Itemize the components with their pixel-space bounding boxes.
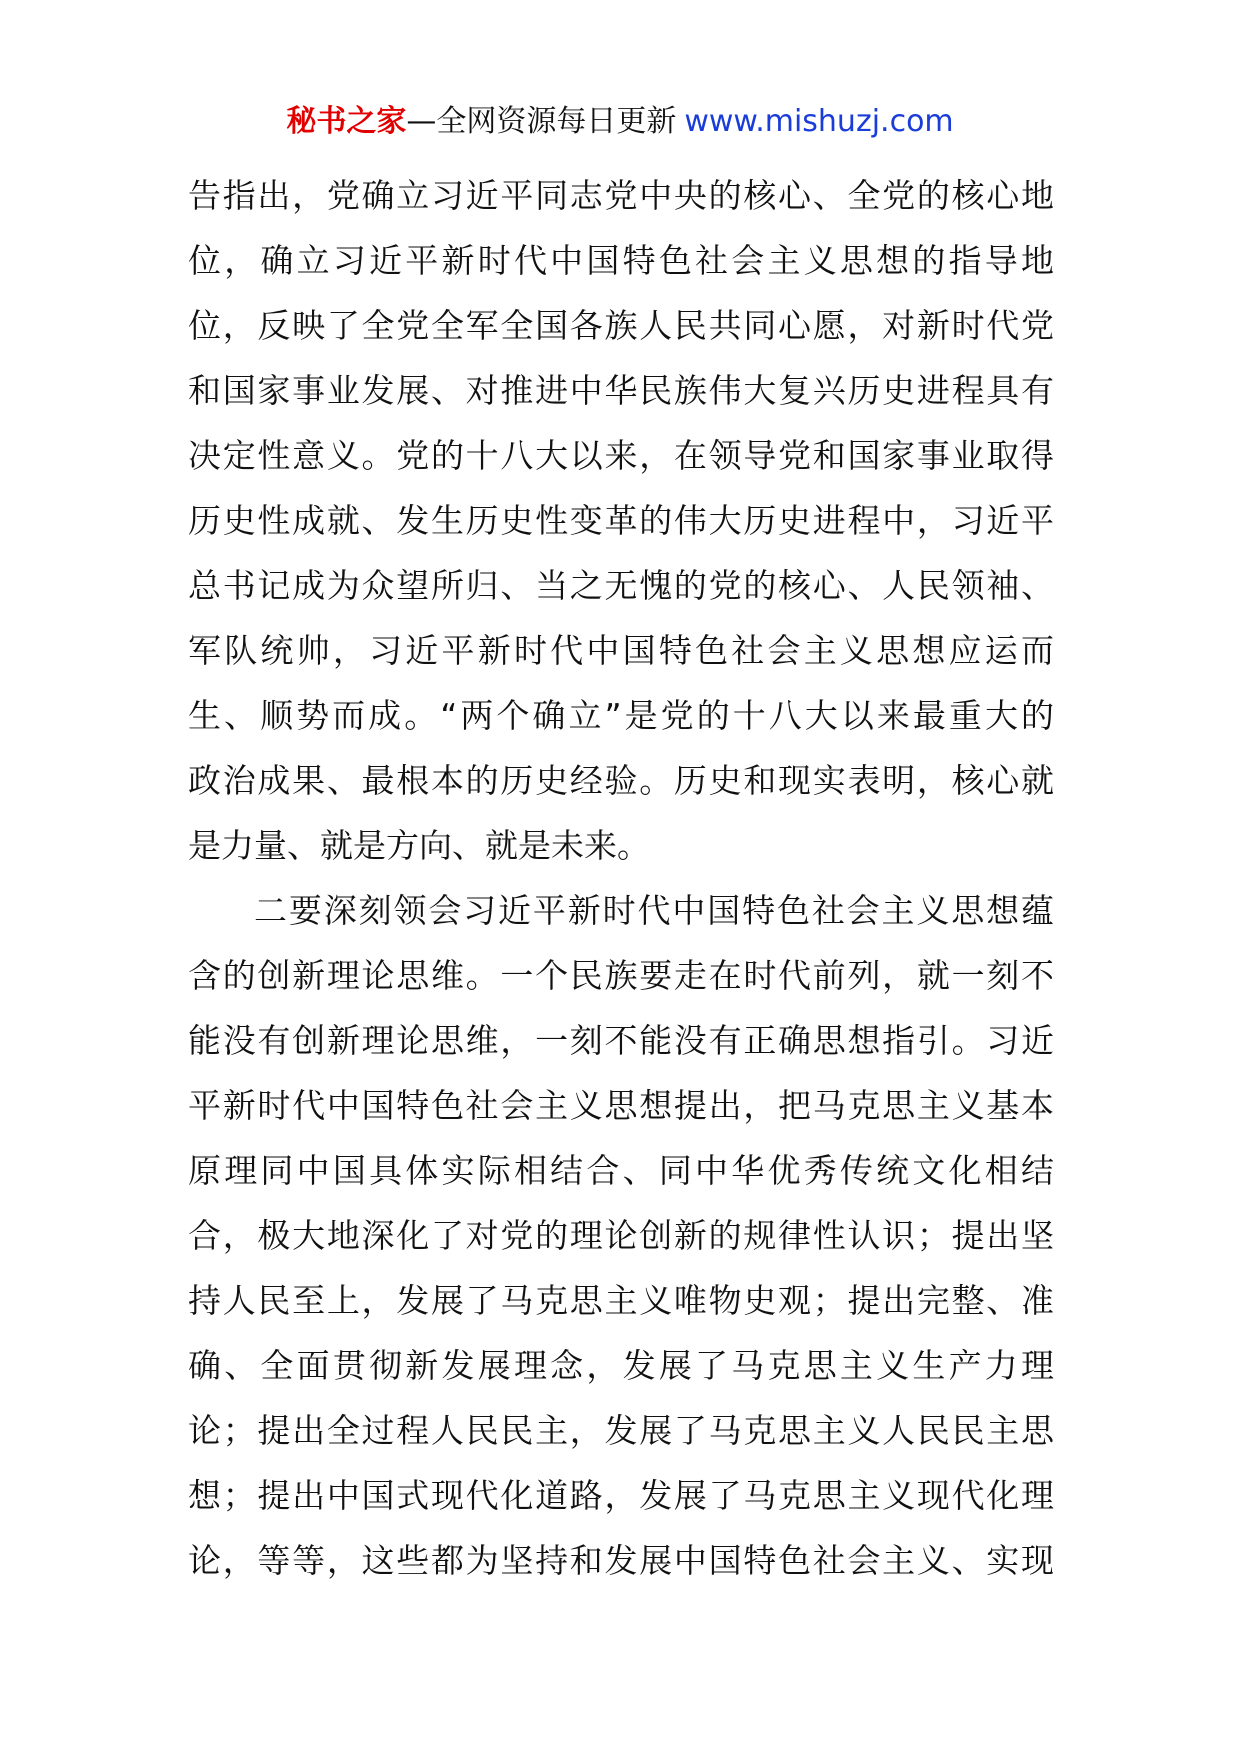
paragraph-line: 论，等等，这些都为坚持和发展中国特色社会主义、实现 (188, 1541, 1054, 1580)
paragraph-line: 历史性成就、发生历史性变革的伟大历史进程中，习近平 (188, 501, 1054, 540)
paragraph-line: 能没有创新理论思维，一刻不能没有正确思想指引。习近 (188, 1021, 1054, 1060)
paragraph-line: 想；提出中国式现代化道路，发展了马克思主义现代化理 (188, 1476, 1054, 1515)
paragraph-line: 确、全面贯彻新发展理念，发展了马克思主义生产力理 (188, 1346, 1054, 1385)
paragraph-1 (188, 163, 1054, 878)
paragraph-line: 告指出，党确立习近平同志党中央的核心、全党的核心地 (188, 176, 1054, 215)
paragraph-2 (188, 878, 1054, 1593)
paragraph-line: 原理同中国具体实际相结合、同中华优秀传统文化相结 (188, 1151, 1054, 1190)
header-brand: 秘书之家 (286, 104, 407, 139)
paragraph-line: 位，反映了全党全军全国各族人民共同心愿，对新时代党 (188, 306, 1054, 345)
page-header (0, 100, 1240, 144)
paragraph-line: 军队统帅，习近平新时代中国特色社会主义思想应运而 (188, 631, 1054, 670)
header-slogan: —全网资源每日更新 (406, 104, 677, 139)
paragraph-line: 持人民至上，发展了马克思主义唯物史观；提出完整、准 (188, 1281, 1054, 1320)
paragraph-line: 是力量、就是方向、就是未来。 (188, 826, 650, 865)
paragraph-line: 位，确立习近平新时代中国特色社会主义思想的指导地 (188, 241, 1054, 280)
paragraph-line: 论；提出全过程人民民主，发展了马克思主义人民民主思 (188, 1411, 1054, 1450)
paragraph-line: 和国家事业发展、对推进中华民族伟大复兴历史进程具有 (188, 371, 1054, 410)
header-url-link[interactable]: www.mishuzj.com (684, 104, 954, 139)
paragraph-line: 平新时代中国特色社会主义思想提出，把马克思主义基本 (188, 1086, 1054, 1125)
paragraph-line: 二要深刻领会习近平新时代中国特色社会主义思想蕴 (254, 891, 1054, 930)
paragraph-line: 含的创新理论思维。一个民族要走在时代前列，就一刻不 (188, 956, 1054, 995)
paragraph-line: 总书记成为众望所归、当之无愧的党的核心、人民领袖、 (188, 566, 1054, 605)
paragraph-line: 生、顺势而成。“两个确立”是党的十八大以来最重大的 (188, 696, 1054, 735)
paragraph-line: 决定性意义。党的十八大以来，在领导党和国家事业取得 (188, 436, 1054, 475)
paragraph-line: 政治成果、最根本的历史经验。历史和现实表明，核心就 (188, 761, 1054, 800)
document-body (188, 163, 1054, 1593)
paragraph-line: 合，极大地深化了对党的理论创新的规律性认识；提出坚 (188, 1216, 1054, 1255)
